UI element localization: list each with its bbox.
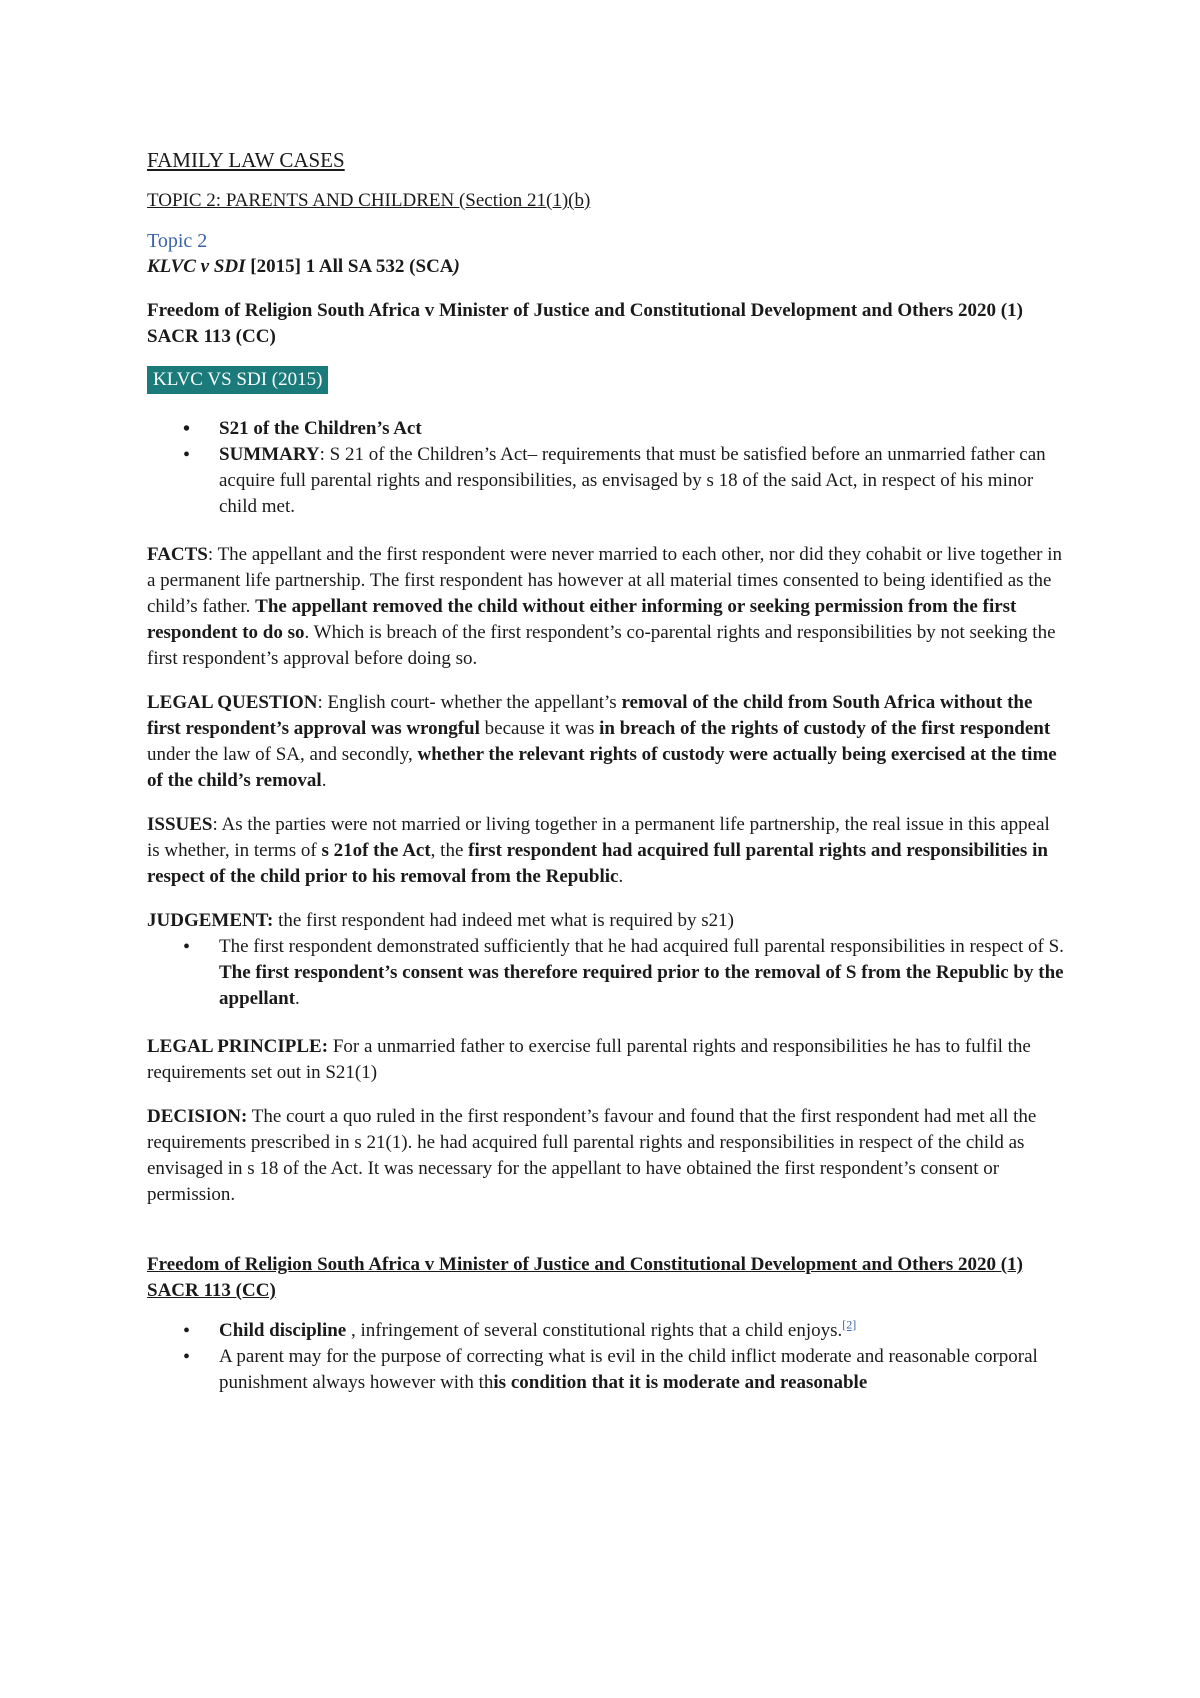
- legal-principle-label: LEGAL PRINCIPLE:: [147, 1036, 329, 1057]
- case1-reference-rest: [2015] 1 All SA 532 (SCA: [245, 256, 454, 277]
- list-item: [219, 934, 1067, 1012]
- footnote-link[interactable]: [2]: [842, 1317, 857, 1332]
- judgement-paragraph: [147, 908, 1067, 934]
- case2-reference: Freedom of Religion South Africa v Minister of Justice and Constitutional Development and Others 2020 (1) SACR 113 (CC): [147, 300, 1023, 347]
- judgement-bullet-text: The first respondent demonstrated sufficiently that he had acquired full parental responsibilities in respect of S.: [219, 936, 1064, 957]
- issues-label: ISSUES: [147, 814, 213, 835]
- legal-question-text: under the law of SA, and secondly,: [147, 744, 418, 765]
- judgement-bullet-text: .: [295, 988, 300, 1009]
- case2-heading: Freedom of Religion South Africa v Minister of Justice and Constitutional Development and Others 2020 (1) SACR 113 (CC): [147, 1254, 1023, 1301]
- summary-text: : S 21 of the Children’s Act– requirements that must be satisfied before an unmarried father can acquire full parental rights and responsibilities, as envisaged by s 18 of the said Act, in respect of his minor child met.: [219, 444, 1046, 517]
- facts-bold-text: The appellant removed the child without either informing or seeking permission from the first respondent to do so: [147, 596, 1017, 643]
- case1-reference-italic: KLVC v SDI: [147, 256, 246, 277]
- judgement-text: the first respondent had indeed met what is required by s21): [273, 910, 734, 931]
- case2-bullet-list: [147, 1318, 1067, 1396]
- issues-text: : As the parties were not married or living together in a permanent life partnership, the real issue in this appeal is whether, in terms of: [147, 814, 1050, 861]
- legal-question-text: because it was: [479, 718, 600, 739]
- legal-principle-text: For a unmarried father to exercise full parental rights and responsibilities he has to fulfil the requirements set out in S21(1): [147, 1036, 1031, 1083]
- list-item: [219, 442, 1067, 520]
- list-item: [219, 1318, 1067, 1344]
- legal-question-bold-text: in breach of the rights of custody of the first respondent: [599, 718, 1051, 739]
- legal-question-bold-text: removal of the child from South Africa without the first respondent’s approval was wrongful: [147, 692, 1033, 739]
- judgement-bullet-bold-text: The first respondent’s consent was therefore required prior to the removal of S from the Republic by the appellant: [219, 962, 1064, 1009]
- list-item: • S21 of the Children’s Act: [219, 416, 1067, 442]
- legal-question-label: LEGAL QUESTION: [147, 692, 318, 713]
- legal-question-paragraph: [147, 690, 1067, 794]
- topic-heading: TOPIC 2: PARENTS AND CHILDREN (Section 21(1)(b): [147, 190, 591, 211]
- facts-label: FACTS: [147, 544, 208, 565]
- document-body: [147, 146, 1067, 1418]
- summary-label: SUMMARY: [219, 444, 320, 465]
- case1-bullet-list: [147, 416, 1067, 520]
- issues-text: , the: [430, 840, 469, 861]
- child-discipline-text: , infringement of several constitutional rights that a child enjoys.: [346, 1320, 843, 1341]
- list-item: [219, 1344, 1067, 1396]
- corporal-punishment-text: A parent may for the purpose of correcting what is evil in the child inflict moderate and reasonable corporal punishment always however with th: [219, 1346, 1038, 1393]
- legal-question-text: : English court- whether the appellant’s: [317, 692, 622, 713]
- facts-paragraph: [147, 542, 1067, 672]
- case1-heading-badge: KLVC VS SDI (2015): [147, 366, 328, 394]
- topic-label: Topic 2: [147, 230, 208, 252]
- decision-paragraph: [147, 1104, 1067, 1208]
- judgement-bullet-list: [147, 934, 1067, 1012]
- facts-text: : The appellant and the first respondent were never married to each other, nor did they cohabit or live together in a permanent life partnership. The first respondent has however at all material times consented to being identified as the child’s father.: [147, 544, 1062, 617]
- issues-paragraph: [147, 812, 1067, 890]
- issues-text: .: [618, 866, 624, 887]
- corporal-punishment-bold-text: is condition that it is moderate and reasonable: [493, 1372, 868, 1393]
- child-discipline-label: Child discipline: [219, 1320, 347, 1341]
- facts-text: . Which is breach of the first respondent’s co-parental rights and responsibilities by not seeking the first respondent’s approval before doing so.: [147, 622, 1056, 669]
- document-title: FAMILY LAW CASES: [147, 148, 345, 172]
- case1-reference-close: ): [453, 256, 460, 277]
- decision-text: The court a quo ruled in the first respondent’s favour and found that the first respondent had met all the requirements prescribed in s 21(1). he had acquired full parental rights and responsibilities in respect of the child as envisaged in s 18 of the Act. It was necessary for the appellant to have obtained the first respondent’s consent or permission.: [147, 1106, 1037, 1205]
- decision-label: DECISION:: [147, 1106, 248, 1127]
- legal-question-bold-text: whether the relevant rights of custody were actually being exercised at the time of the child’s removal: [147, 744, 1057, 791]
- issues-bold-text: s 21of the Act: [321, 840, 431, 861]
- judgement-label: JUDGEMENT:: [147, 910, 274, 931]
- legal-question-text: .: [321, 770, 327, 791]
- issues-bold-text: first respondent had acquired full parental rights and responsibilities in respect of the child prior to his removal from the Republic: [147, 840, 1048, 887]
- legal-principle-paragraph: [147, 1034, 1067, 1086]
- case1-reference: [147, 254, 1067, 280]
